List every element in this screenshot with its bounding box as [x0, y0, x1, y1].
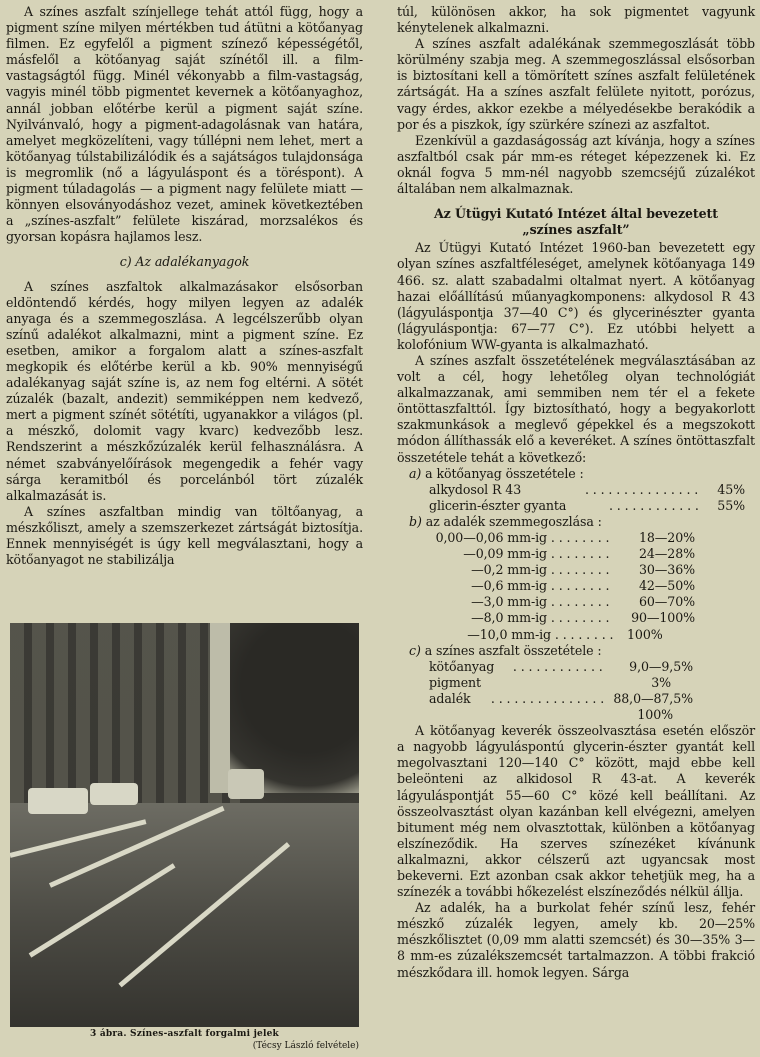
- composition-heading-b: b) az adalék szemmegoszlása :: [409, 513, 602, 529]
- paragraph-color-dependency: A színes aszfalt színjellege tehát attól függ, hogy a pigment színe milyen mértékben tud átütni a kötőanyag filmen. Ez egyfelől a pigment színező képességétől, másfelől a kötőanyag saját színétől ill. a film-vastagságtól függ. Minél vékonyabb a film-vastagság, vagyis minél több pigmentet kevernek a kötőanyaghoz, annál jobban előtérbe kerül a pigment saját színe. Nyilvánvaló, hogy a pigment-adagolásnak van határa, amelyet megközelíteni, vagy túllépni nem lehet, mert a kötőanyag túlstabilizálódik és a sajátságos tulajdonsága is megromlik (nő a lágyuláspont és a töréspont). A pigment túladagolás — a pigment nagy felülete miatt — könnyen elsoványodáshoz vezet, aminek következtében a „színes-aszfalt” felülete kiszárad, morzsalékos és gyorsan kopásra hajlamos lesz.: [6, 4, 363, 245]
- parked-car: [28, 788, 88, 814]
- street-photo: [10, 623, 359, 1027]
- composition-row: adalék . . . . . . . . . . . . . . . 88,0—87,5%: [429, 690, 693, 706]
- composition-row: —3,0 mm-ig . . . . . . . . 60—70%: [471, 594, 695, 610]
- composition-heading-c: c) a színes aszfalt összetétele :: [409, 642, 602, 658]
- composition-row: —0,09 mm-ig . . . . . . . . 24—28%: [463, 546, 695, 562]
- left-column: [6, 4, 363, 568]
- building-facade: [10, 623, 240, 803]
- paragraph-introduction: Az Útügyi Kutató Intézet 1960-ban bevezetett egy olyan színes aszfaltféleséget, amelynek kötőanyaga 149 466. sz. alatt szabadalmi oltalmat nyert. A kötőanyag hazai előállítású műanyagkomponens: alkydosol R 43 (lágyuláspontja 37—40 C°) és glycerinészter gyanta (lágyuláspontja: 67—77 C°). Ez utóbbi helyett a kolofónium WW-gyanta is alkalmazható.: [397, 240, 755, 352]
- composition-heading-a: a) a kötőanyag összetétele :: [409, 465, 584, 481]
- tree-foliage: [230, 623, 359, 833]
- right-column: [397, 4, 755, 981]
- composition-row: pigment 3%: [429, 674, 671, 690]
- composition-list: [397, 466, 755, 724]
- composition-row: —0,2 mm-ig . . . . . . . . 30—36%: [471, 562, 695, 578]
- heading-line: „színes aszfalt”: [522, 222, 630, 238]
- paragraph-technology: A színes aszfalt összetételének megválasztásában az volt a cél, hogy lehetőleg olyan technológiát alkalmazzanak, ami semmiben nem tér el a fekete öntöttaszfalttól. Így biztosítható, hogy a begyakorlott szakmunkások a meglevő gépekkel és a megszokott módon állíthassák elő a keveréket. A színes öntöttaszfalt összetétele tehát a következő:: [397, 352, 755, 465]
- composition-row: —10,0 mm-ig . . . . . . . . 100%: [467, 626, 663, 642]
- composition-row: —8,0 mm-ig . . . . . . . . 90—100%: [471, 610, 695, 626]
- composition-row: alkydosol R 43 . . . . . . . . . . . . . . . 45%: [429, 481, 745, 497]
- paragraph-additive-material: A színes aszfaltok alkalmazásakor elsősorban eldöntendő kérdés, hogy milyen legyen az adalék anyaga és a szemmegoszlása. A legcélszerűbb olyan színű adalékot alkalmazni, mint a pigment színe. Ez esetben, amikor a forgalom alatt a színes-aszfalt megkopik és előtérbe kerül a kb. 90% mennyiségű adalékanyag saját színe is, az nem fog eltérni. A sötét zúzalék (bazalt, andezit) semmiképpen nem kedvező, mert a pigment színét sötétíti, ugyanakkor a világos (pl. a mészkő, dolomit vagy kvarc) kedvezőbb lesz. Rendszerint a mészkőzúzalék kerül felhasználásra. A német szabványelőírások megengedik a fehér vagy sárga keramitból és porcelánból tört zúzalék alkalmazását is.: [6, 278, 363, 503]
- parked-car: [90, 783, 138, 805]
- paragraph-grading: A színes aszfalt adalékának szemmegoszlását több körülmény szabja meg. A szemmegoszlással elsősorban is biztosítani kell a tömörített színes aszfalt felületének zártságát. Ha a színes aszfalt felülete nyitott, porózus, vagy érdes, akkor ezekbe a mélyedésekbe berakódik a por és a piszkok, így szürkére színezi az aszfaltot.: [397, 36, 755, 132]
- section-heading: [397, 206, 755, 238]
- heading-line: Az Útügyi Kutató Intézet által bevezetett: [434, 206, 718, 222]
- figure-caption: [10, 1028, 359, 1052]
- paragraph-filler: A színes aszfaltban mindig van töltőanyag, a mészkőliszt, amely a szemszerkezet zártságát biztosítja. Ennek mennyiségét is úgy kell megválasztani, hogy a kötőanyagot ne stabilizálja: [6, 503, 363, 568]
- road-surface: [10, 803, 359, 1027]
- paragraph-economy: Ezenkívül a gazdaságosság azt kívánja, hogy a színes aszfaltból csak pár mm-es réteget képezzenek ki. Ez oknál fogva 5 mm-nél nagyobb szemcséjű zúzalékot általában nem alkalmaznak.: [397, 132, 755, 197]
- caption-title: 3 ábra. Színes-aszfalt forgalmi jelek: [90, 1029, 279, 1039]
- caption-credit: (Técsy László felvétele): [252, 1041, 359, 1051]
- bus: [228, 769, 264, 799]
- paragraph-melting: A kötőanyag keverék összeolvasztása esetén először a nagyobb lágyuláspontú glycerin-észter gyantát kell megolvasztani 120—140 C° között, majd ebbe kell beleönteni az alkidosol R 43-at. A keverék lágyuláspontját 55—60 C° közé kell beállítani. Az összeolvasztást olyan kazánban kell elvégezni, amelyen bitument még nem olvasztottak, különben a kötőanyag elszíneződik. Ha szerves színezéket kívánunk alkalmazni, akkor célszerű azt ugyancsak most bekeverni. Ezt azonban csak akkor tehetjük meg, ha a színezék a további hőkezelést elszíneződés nélkül állja.: [397, 723, 755, 900]
- paragraph-continuation: túl, különösen akkor, ha sok pigmentet vagyunk kénytelenek alkalmazni.: [397, 4, 755, 36]
- composition-total: 100%: [637, 707, 673, 723]
- composition-row: 0,00—0,06 mm-ig . . . . . . . . 18—20%: [435, 530, 695, 545]
- paragraph-aggregate: Az adalék, ha a burkolat fehér színű lesz, fehér mészkő zúzalék legyen, amely kb. 20—25% mészkőlisztet (0,09 mm alatti szemcsét) és 30—35% 3—8 mm-es zúzalékszemcsét tartalmazzon. A többi frakció mészkődara ill. homok legyen. Sárga: [397, 900, 755, 980]
- composition-row: —0,6 mm-ig . . . . . . . . 42—50%: [471, 578, 695, 594]
- composition-row: glicerin-észter gyanta . . . . . . . . . . . . 55%: [429, 497, 745, 513]
- composition-row: kötőanyag . . . . . . . . . . . . 9,0—9,5%: [429, 658, 693, 674]
- subheading-additives: c) Az adalékanyagok: [119, 254, 250, 270]
